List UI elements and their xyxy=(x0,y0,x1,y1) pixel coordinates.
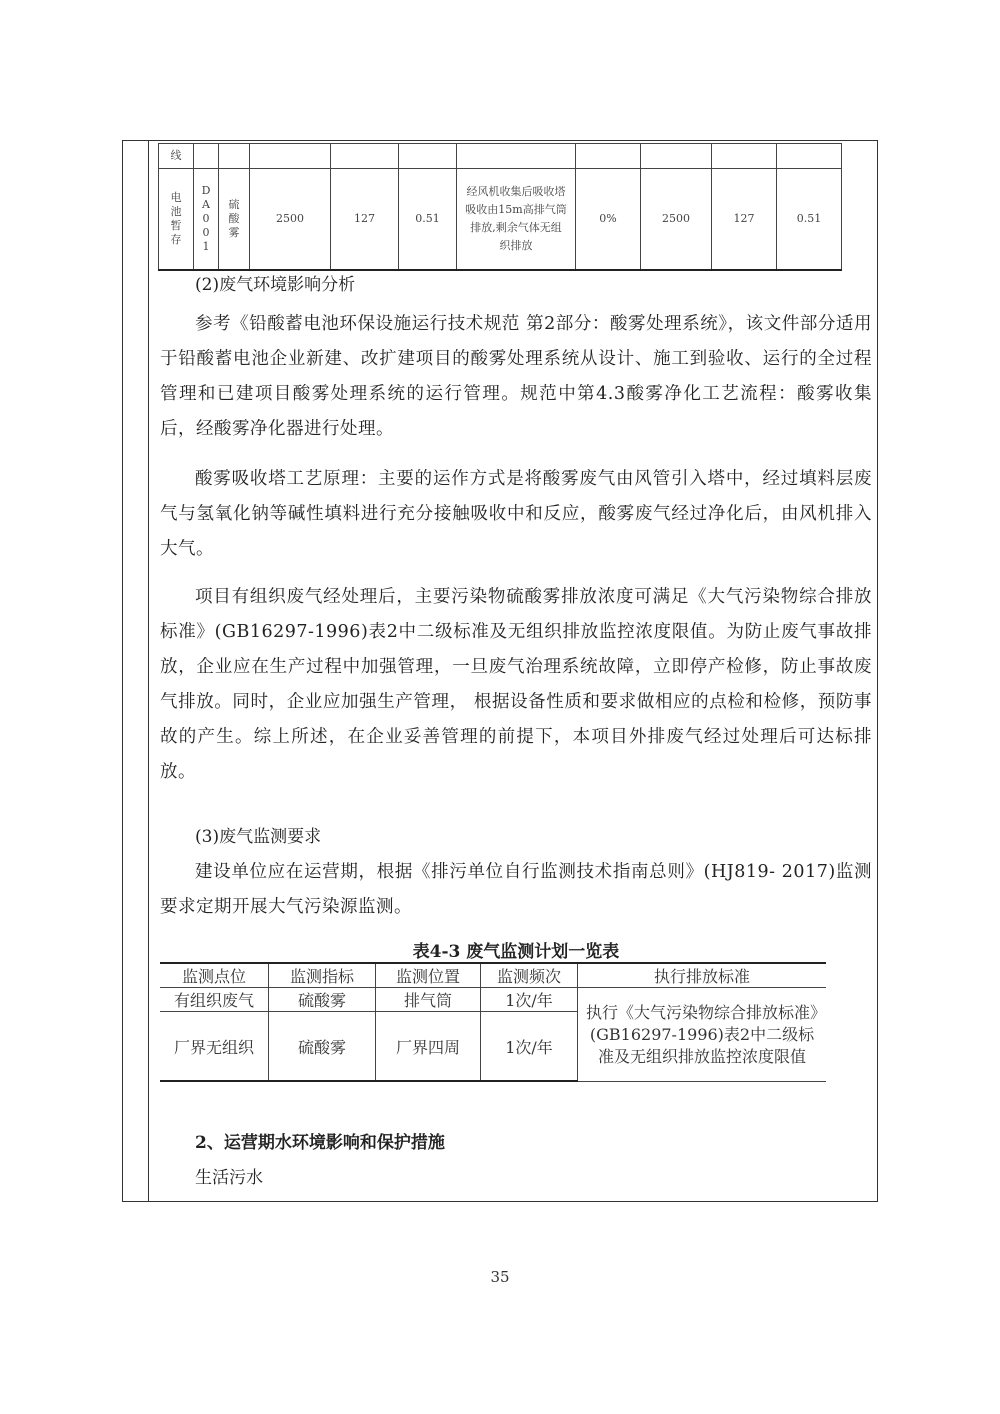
paragraph-reference: 参考《铅酸蓄电池环保设施运行技术规范 第2部分：酸雾处理系统》，该文件部分适用于铅酸蓄电池企业新建、改扩建项目的酸雾处理系统从设计、施工到验收、运行的全过程管理和已建项目酸雾处理系统的运行管理。规范中第4.3酸雾净化工艺流程：酸雾收集后，经酸雾净化器进行处理。 xyxy=(160,314,872,439)
section-heading-water: 2、运营期水环境影响和保护措施 xyxy=(195,1133,445,1153)
frame-left-column-border xyxy=(148,140,149,1202)
table-cell xyxy=(159,169,194,271)
table-header-row xyxy=(160,963,826,988)
table-cell: 线 xyxy=(159,144,194,169)
table-cell: 硫酸雾 xyxy=(269,1012,376,1082)
section-title-analysis: (2)废气环境影响分析 xyxy=(195,275,356,295)
table-cell xyxy=(219,169,250,271)
pollutant: 硫酸雾 xyxy=(228,198,240,239)
table-row xyxy=(159,144,842,169)
table-cell: 0.51 xyxy=(399,169,457,271)
paragraph-conclusion: 项目有组织废气经处理后，主要污染物硫酸雾排放浓度可满足《大气污染物综合排放标准》(GB16297-1996)表2中二级标准及无组织排放监控浓度限值。为防止废气事故排放，企业应在生产过程中加强管理，一旦废气治理系统故障，立即停产检修，防止事故废气排放。同时，企业应加强生产管理， 根据设备性质和要求做相应的点检和检修，预防事故的产生。综上所述，在企业妥善管理的前提下，本项目外排废气经过处理后可达标排放。 xyxy=(160,587,872,782)
subheading-domestic-sewage: 生活污水 xyxy=(195,1168,263,1188)
outlet-code: DA001 xyxy=(201,184,211,253)
table-cell: 0% xyxy=(576,169,641,271)
page-number: 35 xyxy=(490,1268,510,1286)
paragraph xyxy=(160,462,872,567)
table-cell: 1次/年 xyxy=(481,1012,578,1082)
table-cell: 127 xyxy=(712,169,777,271)
table-cell: 0.51 xyxy=(777,169,842,271)
paragraph xyxy=(160,580,872,790)
table-cell: 厂界四周 xyxy=(376,1012,481,1082)
table-cell: 硫酸雾 xyxy=(269,988,376,1012)
table-cell: 1次/年 xyxy=(481,988,578,1012)
column-header: 执行排放标准 xyxy=(578,963,827,988)
table-row xyxy=(159,169,842,271)
column-header: 监测频次 xyxy=(481,963,578,988)
table-caption: 表4-3 废气监测计划一览表 xyxy=(412,942,620,962)
paragraph xyxy=(160,855,872,925)
table-row xyxy=(160,988,826,1012)
table-cell xyxy=(194,169,219,271)
section-title-monitoring: (3)废气监测要求 xyxy=(195,827,322,847)
column-header: 监测指标 xyxy=(269,963,376,988)
emission-standard-cell: 执行《大气污染物综合排放标准》(GB16297-1996)表2中二级标准及无组织排放监控浓度限值 xyxy=(578,988,827,1082)
table-cell: 厂界无组织 xyxy=(160,1012,269,1082)
table-cell: 2500 xyxy=(641,169,712,271)
table-cell: 2500 xyxy=(250,169,331,271)
paragraph-principle: 酸雾吸收塔工艺原理：主要的运作方式是将酸雾废气由风管引入塔中，经过填料层废气与氢氧化钠等碱性填料进行充分接触吸收中和反应，酸雾废气经过净化后，由风机排入大气。 xyxy=(160,469,872,559)
column-header: 监测点位 xyxy=(160,963,269,988)
column-header: 监测位置 xyxy=(376,963,481,988)
table-cell: 排气筒 xyxy=(376,988,481,1012)
monitoring-plan-table xyxy=(160,962,826,1082)
table-cell: 127 xyxy=(331,169,399,271)
table-cell: 经风机收集后吸收塔吸收由15m高排气筒排放,剩余气体无组织排放 xyxy=(457,169,576,271)
paragraph xyxy=(160,307,872,447)
source-name: 电池暂存 xyxy=(170,191,182,246)
table-cell: 有组织废气 xyxy=(160,988,269,1012)
paragraph-monitoring: 建设单位应在运营期，根据《排污单位自行监测技术指南总则》(HJ819- 2017)监测要求定期开展大气污染源监测。 xyxy=(160,862,872,917)
emission-table-fragment xyxy=(158,143,842,271)
